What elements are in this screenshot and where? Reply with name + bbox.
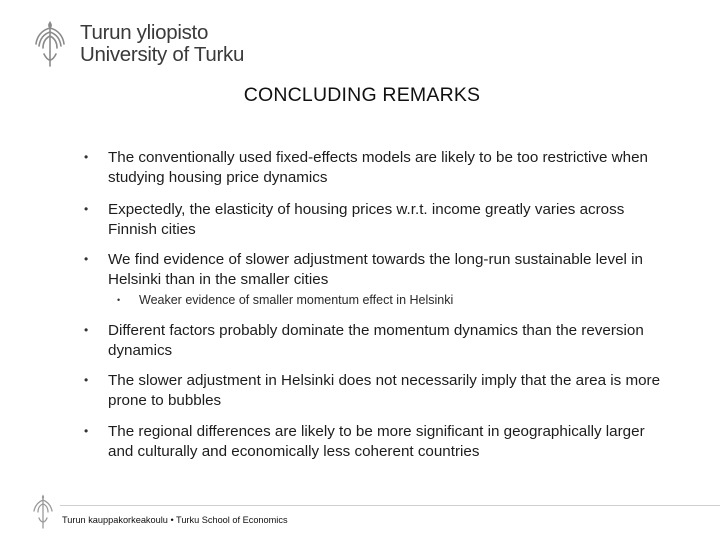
bullet-marker: • bbox=[84, 424, 89, 438]
bullet-marker: • bbox=[84, 202, 89, 216]
bullet-marker: • bbox=[84, 252, 89, 266]
bullet-marker: • bbox=[84, 323, 89, 337]
logo-line-english: University of Turku bbox=[80, 43, 245, 66]
slide-title: CONCLUDING REMARKS bbox=[243, 84, 481, 106]
slide-footer bbox=[30, 494, 720, 534]
sub-bullet-marker: • bbox=[117, 295, 121, 305]
footer-school-name: Turun kauppakorkeakoulu • Turku School of Economics bbox=[62, 515, 288, 525]
footer-torch-icon bbox=[30, 494, 56, 530]
bullet-text: We find evidence of slower adjustment towards the long-run sustainable level in Helsinki than in the smaller cities bbox=[108, 251, 643, 288]
sub-bullet-text: Weaker evidence of smaller momentum effect in Helsinki bbox=[139, 293, 454, 307]
torch-emblem-icon bbox=[28, 20, 72, 68]
bullet-text: The slower adjustment in Helsinki does not necessarily imply that the area is more prone to bubbles bbox=[108, 372, 661, 409]
bullet-marker: • bbox=[84, 373, 89, 387]
university-logo bbox=[28, 20, 244, 68]
bullet-text: The conventionally used fixed-effects models are likely to be too restrictive when studying housing price dynamics bbox=[108, 149, 648, 186]
logo-line-finnish: Turun yliopisto bbox=[80, 21, 209, 44]
footer-divider bbox=[60, 505, 720, 506]
bullet-text: Different factors probably dominate the momentum dynamics than the reversion dynamics bbox=[108, 322, 644, 359]
bullet-text: Expectedly, the elasticity of housing prices w.r.t. income greatly varies across Finnish cities bbox=[108, 201, 625, 238]
bullet-marker: • bbox=[84, 150, 89, 164]
bullet-text: The regional differences are likely to be more significant in geographically larger and culturally and economically less coherent countries bbox=[108, 423, 645, 460]
